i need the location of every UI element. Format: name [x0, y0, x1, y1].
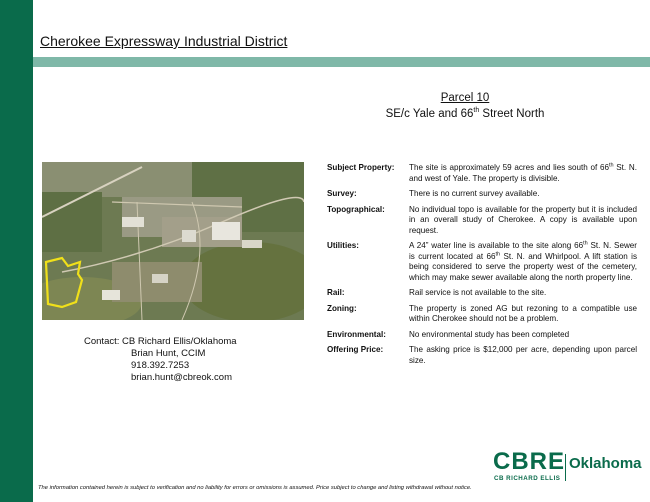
- detail-value: There is no current survey available.: [409, 189, 540, 198]
- detail-value: No environmental study has been completed: [409, 329, 570, 339]
- logo-brand: CBRE: [493, 448, 566, 475]
- detail-label: Rail:: [327, 288, 345, 297]
- detail-value: The site is approximately 59 acres and lies south of 66th St. N. and west of Yale. The property is divisible.: [409, 162, 637, 183]
- detail-label: Topographical:: [327, 204, 385, 214]
- logo-divider: [565, 454, 566, 481]
- logo-region: Oklahoma: [569, 455, 642, 472]
- detail-value: The asking price is $12,000 per acre, depending upon parcel size.: [409, 345, 637, 365]
- detail-label: Zoning:: [327, 303, 357, 313]
- detail-row-survey: [327, 189, 637, 200]
- contact-name: Brian Hunt, CCIM: [131, 348, 206, 359]
- detail-value: No individual topo is available for the property but it is included in an overall study of Cherokee. A copy is available upon request.: [409, 204, 637, 235]
- parcel-location: SE/c Yale and 66th Street North: [385, 107, 545, 120]
- detail-row-offering-price: [327, 345, 637, 366]
- detail-label: Survey:: [327, 189, 357, 198]
- left-accent-bar: [0, 0, 33, 502]
- property-details: [327, 163, 637, 371]
- detail-row-utilities: [327, 241, 637, 283]
- header-band: [33, 57, 650, 67]
- contact-email[interactable]: brian.hunt@cbreok.com: [131, 372, 232, 383]
- contact-company: Contact: CB Richard Ellis/Oklahoma: [84, 336, 237, 347]
- logo-subtitle: CB RICHARD ELLIS: [494, 475, 561, 482]
- detail-row-zoning: [327, 304, 637, 325]
- detail-label: Utilities:: [327, 241, 359, 250]
- contact-phone: 918.392.7253: [131, 360, 190, 371]
- detail-value: A 24” water line is available to the site along 66th St. N. Sewer is current located at 66th St. N. and Whirlpool. A lift station is being considered to serve the property west of the cemetery, which may make sewer available along the north property line.: [409, 240, 637, 282]
- detail-row-topographical: [327, 205, 637, 237]
- contact-block: [84, 336, 237, 384]
- detail-row-rail: [327, 288, 637, 299]
- parcel-title: Parcel 10: [440, 92, 490, 104]
- detail-value: Rail service is not available to the site.: [409, 288, 547, 297]
- footer-disclaimer: The information contained herein is subject to verification and no liability for errors or omissions is assumed. Price subject to change and listing withdrawal without notice.: [38, 485, 472, 491]
- detail-value: The property is zoned AG but rezoning to a compatible use within Cherokee should not be a problem.: [409, 303, 637, 323]
- aerial-site-photo: [42, 162, 304, 320]
- detail-row-subject: [327, 163, 637, 184]
- detail-label: Offering Price:: [327, 345, 384, 354]
- detail-label: Environmental:: [327, 329, 386, 339]
- cbre-logo: [493, 448, 642, 484]
- detail-row-environmental: [327, 330, 637, 341]
- document-title: Cherokee Expressway Industrial District: [40, 33, 288, 49]
- detail-label: Subject Property:: [327, 163, 395, 172]
